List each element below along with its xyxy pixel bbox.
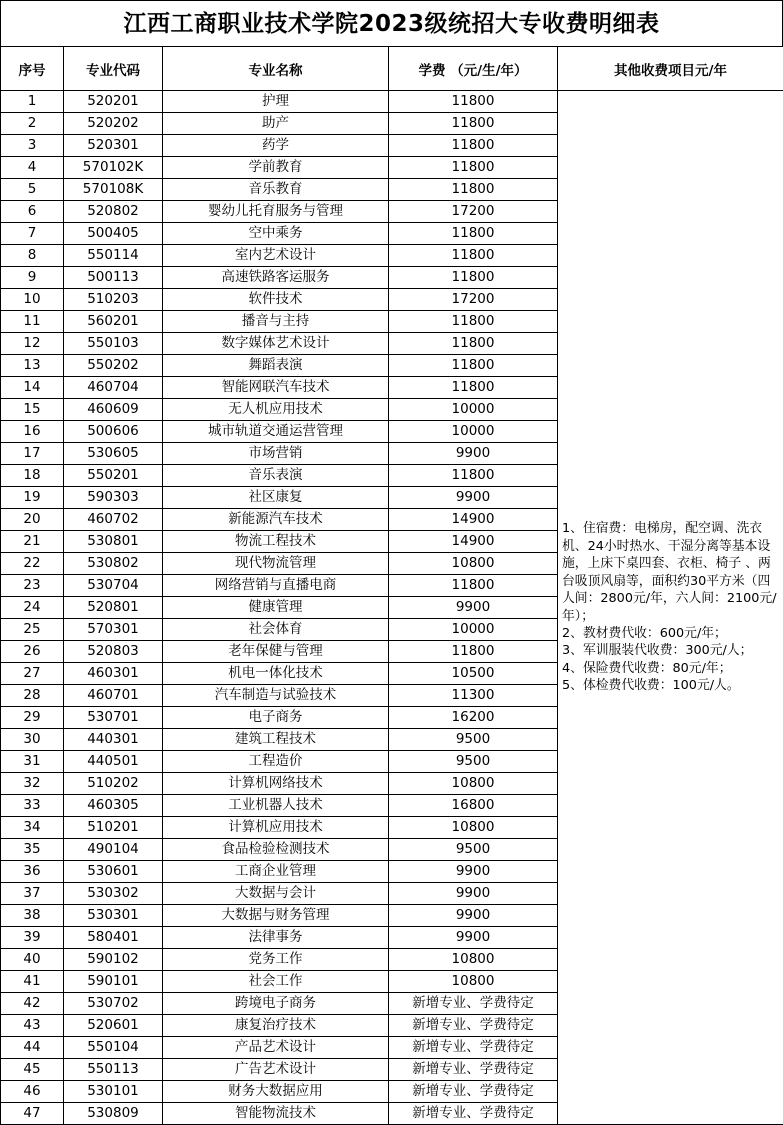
cell-tuition: 10800 — [389, 553, 558, 575]
cell-index: 27 — [1, 663, 64, 685]
cell-index: 46 — [1, 1081, 64, 1103]
cell-index: 23 — [1, 575, 64, 597]
cell-tuition: 9500 — [389, 729, 558, 751]
cell-major-name: 网络营销与直播电商 — [163, 575, 389, 597]
cell-index: 16 — [1, 421, 64, 443]
cell-index: 30 — [1, 729, 64, 751]
cell-major-code: 520802 — [64, 201, 163, 223]
cell-major-name: 音乐表演 — [163, 465, 389, 487]
cell-tuition: 新增专业、学费待定 — [389, 1015, 558, 1037]
cell-tuition: 11800 — [389, 223, 558, 245]
cell-major-name: 大数据与财务管理 — [163, 905, 389, 927]
cell-major-code: 590102 — [64, 949, 163, 971]
cell-tuition: 10500 — [389, 663, 558, 685]
cell-major-code: 460701 — [64, 685, 163, 707]
cell-major-name: 婴幼儿托育服务与管理 — [163, 201, 389, 223]
cell-tuition: 9500 — [389, 751, 558, 773]
cell-major-code: 530301 — [64, 905, 163, 927]
cell-major-name: 学前教育 — [163, 157, 389, 179]
cell-major-name: 健康管理 — [163, 597, 389, 619]
cell-major-code: 530101 — [64, 1081, 163, 1103]
cell-tuition: 11300 — [389, 685, 558, 707]
cell-major-code: 520201 — [64, 91, 163, 113]
cell-tuition: 9900 — [389, 927, 558, 949]
cell-index: 19 — [1, 487, 64, 509]
document-title: 江西工商职业技术学院2023级统招大专收费明细表 — [0, 0, 783, 46]
cell-major-name: 药学 — [163, 135, 389, 157]
cell-tuition: 11800 — [389, 333, 558, 355]
cell-major-code: 440301 — [64, 729, 163, 751]
cell-tuition: 11800 — [389, 157, 558, 179]
cell-index: 26 — [1, 641, 64, 663]
cell-major-name: 跨境电子商务 — [163, 993, 389, 1015]
cell-major-name: 工商企业管理 — [163, 861, 389, 883]
cell-major-name: 法律事务 — [163, 927, 389, 949]
cell-tuition: 9900 — [389, 443, 558, 465]
cell-major-name: 社会体育 — [163, 619, 389, 641]
cell-major-name: 产品艺术设计 — [163, 1037, 389, 1059]
cell-tuition: 新增专业、学费待定 — [389, 1059, 558, 1081]
cell-major-name: 老年保健与管理 — [163, 641, 389, 663]
cell-index: 8 — [1, 245, 64, 267]
cell-index: 43 — [1, 1015, 64, 1037]
cell-tuition: 11800 — [389, 179, 558, 201]
cell-tuition: 11800 — [389, 245, 558, 267]
cell-tuition: 9900 — [389, 905, 558, 927]
cell-major-code: 530701 — [64, 707, 163, 729]
cell-major-code: 490104 — [64, 839, 163, 861]
cell-tuition: 10000 — [389, 399, 558, 421]
table-header — [1, 47, 783, 91]
cell-major-code: 550104 — [64, 1037, 163, 1059]
cell-index: 35 — [1, 839, 64, 861]
cell-major-name: 社区康复 — [163, 487, 389, 509]
cell-major-code: 460702 — [64, 509, 163, 531]
cell-major-name: 大数据与会计 — [163, 883, 389, 905]
cell-tuition: 新增专业、学费待定 — [389, 1081, 558, 1103]
cell-major-name: 计算机网络技术 — [163, 773, 389, 795]
cell-major-name: 高速铁路客运服务 — [163, 267, 389, 289]
cell-index: 20 — [1, 509, 64, 531]
cell-index: 47 — [1, 1103, 64, 1125]
cell-index: 4 — [1, 157, 64, 179]
cell-major-name: 社会工作 — [163, 971, 389, 993]
cell-index: 15 — [1, 399, 64, 421]
cell-index: 12 — [1, 333, 64, 355]
cell-tuition: 11800 — [389, 377, 558, 399]
header-index: 序号 — [1, 47, 64, 91]
cell-tuition: 17200 — [389, 201, 558, 223]
cell-tuition: 11800 — [389, 113, 558, 135]
cell-tuition: 10000 — [389, 619, 558, 641]
cell-major-name: 汽车制造与试验技术 — [163, 685, 389, 707]
cell-major-code: 570102K — [64, 157, 163, 179]
cell-major-name: 助产 — [163, 113, 389, 135]
cell-major-code: 510201 — [64, 817, 163, 839]
cell-major-code: 460305 — [64, 795, 163, 817]
cell-index: 9 — [1, 267, 64, 289]
cell-major-name: 物流工程技术 — [163, 531, 389, 553]
cell-major-name: 无人机应用技术 — [163, 399, 389, 421]
cell-major-name: 空中乘务 — [163, 223, 389, 245]
cell-major-code: 550201 — [64, 465, 163, 487]
table-body — [1, 91, 783, 1125]
cell-major-code: 530704 — [64, 575, 163, 597]
cell-major-code: 500113 — [64, 267, 163, 289]
cell-major-name: 舞蹈表演 — [163, 355, 389, 377]
cell-major-name: 食品检验检测技术 — [163, 839, 389, 861]
cell-tuition: 10800 — [389, 817, 558, 839]
cell-major-code: 550103 — [64, 333, 163, 355]
cell-tuition: 11800 — [389, 465, 558, 487]
cell-index: 38 — [1, 905, 64, 927]
cell-major-code: 550114 — [64, 245, 163, 267]
cell-major-name: 城市轨道交通运营管理 — [163, 421, 389, 443]
cell-tuition: 17200 — [389, 289, 558, 311]
cell-major-name: 市场营销 — [163, 443, 389, 465]
cell-index: 13 — [1, 355, 64, 377]
cell-tuition: 14900 — [389, 531, 558, 553]
cell-tuition: 新增专业、学费待定 — [389, 993, 558, 1015]
cell-index: 33 — [1, 795, 64, 817]
cell-index: 11 — [1, 311, 64, 333]
cell-major-code: 510202 — [64, 773, 163, 795]
cell-tuition: 新增专业、学费待定 — [389, 1037, 558, 1059]
cell-index: 21 — [1, 531, 64, 553]
cell-index: 3 — [1, 135, 64, 157]
cell-tuition: 11800 — [389, 267, 558, 289]
cell-major-name: 室内艺术设计 — [163, 245, 389, 267]
cell-major-code: 570301 — [64, 619, 163, 641]
cell-major-name: 广告艺术设计 — [163, 1059, 389, 1081]
cell-major-code: 500405 — [64, 223, 163, 245]
cell-major-code: 560201 — [64, 311, 163, 333]
cell-tuition: 11800 — [389, 91, 558, 113]
cell-major-code: 530809 — [64, 1103, 163, 1125]
cell-major-name: 计算机应用技术 — [163, 817, 389, 839]
cell-index: 36 — [1, 861, 64, 883]
cell-major-code: 520801 — [64, 597, 163, 619]
header-row — [1, 47, 783, 91]
cell-index: 22 — [1, 553, 64, 575]
cell-major-name: 护理 — [163, 91, 389, 113]
cell-major-code: 460301 — [64, 663, 163, 685]
cell-major-name: 新能源汽车技术 — [163, 509, 389, 531]
cell-index: 14 — [1, 377, 64, 399]
cell-index: 42 — [1, 993, 64, 1015]
cell-tuition: 10800 — [389, 971, 558, 993]
cell-major-name: 康复治疗技术 — [163, 1015, 389, 1037]
cell-major-code: 550202 — [64, 355, 163, 377]
cell-major-code: 520601 — [64, 1015, 163, 1037]
cell-tuition: 9900 — [389, 487, 558, 509]
cell-index: 25 — [1, 619, 64, 641]
cell-major-name: 建筑工程技术 — [163, 729, 389, 751]
cell-major-name: 电子商务 — [163, 707, 389, 729]
cell-index: 17 — [1, 443, 64, 465]
cell-index: 44 — [1, 1037, 64, 1059]
cell-tuition: 9900 — [389, 883, 558, 905]
table-row — [1, 91, 783, 113]
cell-major-name: 工业机器人技术 — [163, 795, 389, 817]
cell-index: 24 — [1, 597, 64, 619]
cell-major-code: 530801 — [64, 531, 163, 553]
cell-major-code: 530601 — [64, 861, 163, 883]
cell-major-code: 530802 — [64, 553, 163, 575]
cell-index: 41 — [1, 971, 64, 993]
cell-index: 32 — [1, 773, 64, 795]
cell-major-code: 570108K — [64, 179, 163, 201]
cell-major-code: 520202 — [64, 113, 163, 135]
cell-major-name: 财务大数据应用 — [163, 1081, 389, 1103]
cell-major-name: 智能网联汽车技术 — [163, 377, 389, 399]
cell-index: 45 — [1, 1059, 64, 1081]
cell-tuition: 11800 — [389, 311, 558, 333]
cell-tuition: 10800 — [389, 773, 558, 795]
cell-index: 7 — [1, 223, 64, 245]
cell-tuition: 9500 — [389, 839, 558, 861]
cell-index: 29 — [1, 707, 64, 729]
fee-table — [0, 46, 783, 1125]
cell-index: 31 — [1, 751, 64, 773]
cell-tuition: 11800 — [389, 575, 558, 597]
cell-index: 28 — [1, 685, 64, 707]
cell-index: 18 — [1, 465, 64, 487]
cell-major-name: 党务工作 — [163, 949, 389, 971]
cell-major-code: 530702 — [64, 993, 163, 1015]
cell-major-code: 510203 — [64, 289, 163, 311]
cell-index: 10 — [1, 289, 64, 311]
cell-tuition: 9900 — [389, 861, 558, 883]
cell-major-code: 590303 — [64, 487, 163, 509]
header-other-fees: 其他收费项目元/年 — [558, 47, 783, 91]
cell-index: 6 — [1, 201, 64, 223]
cell-major-name: 音乐教育 — [163, 179, 389, 201]
cell-major-code: 500606 — [64, 421, 163, 443]
cell-tuition: 11800 — [389, 135, 558, 157]
cell-tuition: 10800 — [389, 949, 558, 971]
cell-index: 2 — [1, 113, 64, 135]
cell-major-code: 550113 — [64, 1059, 163, 1081]
cell-major-name: 软件技术 — [163, 289, 389, 311]
cell-tuition: 10000 — [389, 421, 558, 443]
cell-major-name: 播音与主持 — [163, 311, 389, 333]
cell-tuition: 14900 — [389, 509, 558, 531]
cell-major-code: 590101 — [64, 971, 163, 993]
cell-major-code: 580401 — [64, 927, 163, 949]
cell-tuition: 新增专业、学费待定 — [389, 1103, 558, 1125]
header-major-name: 专业名称 — [163, 47, 389, 91]
cell-major-code: 460704 — [64, 377, 163, 399]
cell-index: 37 — [1, 883, 64, 905]
cell-index: 39 — [1, 927, 64, 949]
cell-tuition: 11800 — [389, 641, 558, 663]
cell-index: 1 — [1, 91, 64, 113]
other-fees-note: 1、住宿费：电梯房，配空调、洗衣机、24小时热水、干湿分离等基本设施，上床下桌四套、衣柜、椅子 、两台吸顶风扇等，面积约30平方米（四人间：2800元/年，六人间：2100元/年）； 2、教材费代收：600元/年； 3、军训服装代收费：300元/人； 4、保险费代收费：80元/年； 5、体检费代收费：100元/人。 — [558, 91, 783, 1125]
header-major-code: 专业代码 — [64, 47, 163, 91]
cell-major-code: 440501 — [64, 751, 163, 773]
cell-index: 40 — [1, 949, 64, 971]
cell-tuition: 11800 — [389, 355, 558, 377]
cell-major-name: 机电一体化技术 — [163, 663, 389, 685]
cell-major-name: 现代物流管理 — [163, 553, 389, 575]
cell-major-name: 智能物流技术 — [163, 1103, 389, 1125]
header-tuition: 学费 （元/生/年） — [389, 47, 558, 91]
cell-major-code: 520301 — [64, 135, 163, 157]
cell-major-code: 530302 — [64, 883, 163, 905]
cell-index: 34 — [1, 817, 64, 839]
cell-major-code: 460609 — [64, 399, 163, 421]
cell-major-name: 工程造价 — [163, 751, 389, 773]
cell-index: 5 — [1, 179, 64, 201]
cell-major-code: 520803 — [64, 641, 163, 663]
cell-tuition: 16200 — [389, 707, 558, 729]
cell-major-code: 530605 — [64, 443, 163, 465]
cell-tuition: 16800 — [389, 795, 558, 817]
cell-major-name: 数字媒体艺术设计 — [163, 333, 389, 355]
cell-tuition: 9900 — [389, 597, 558, 619]
